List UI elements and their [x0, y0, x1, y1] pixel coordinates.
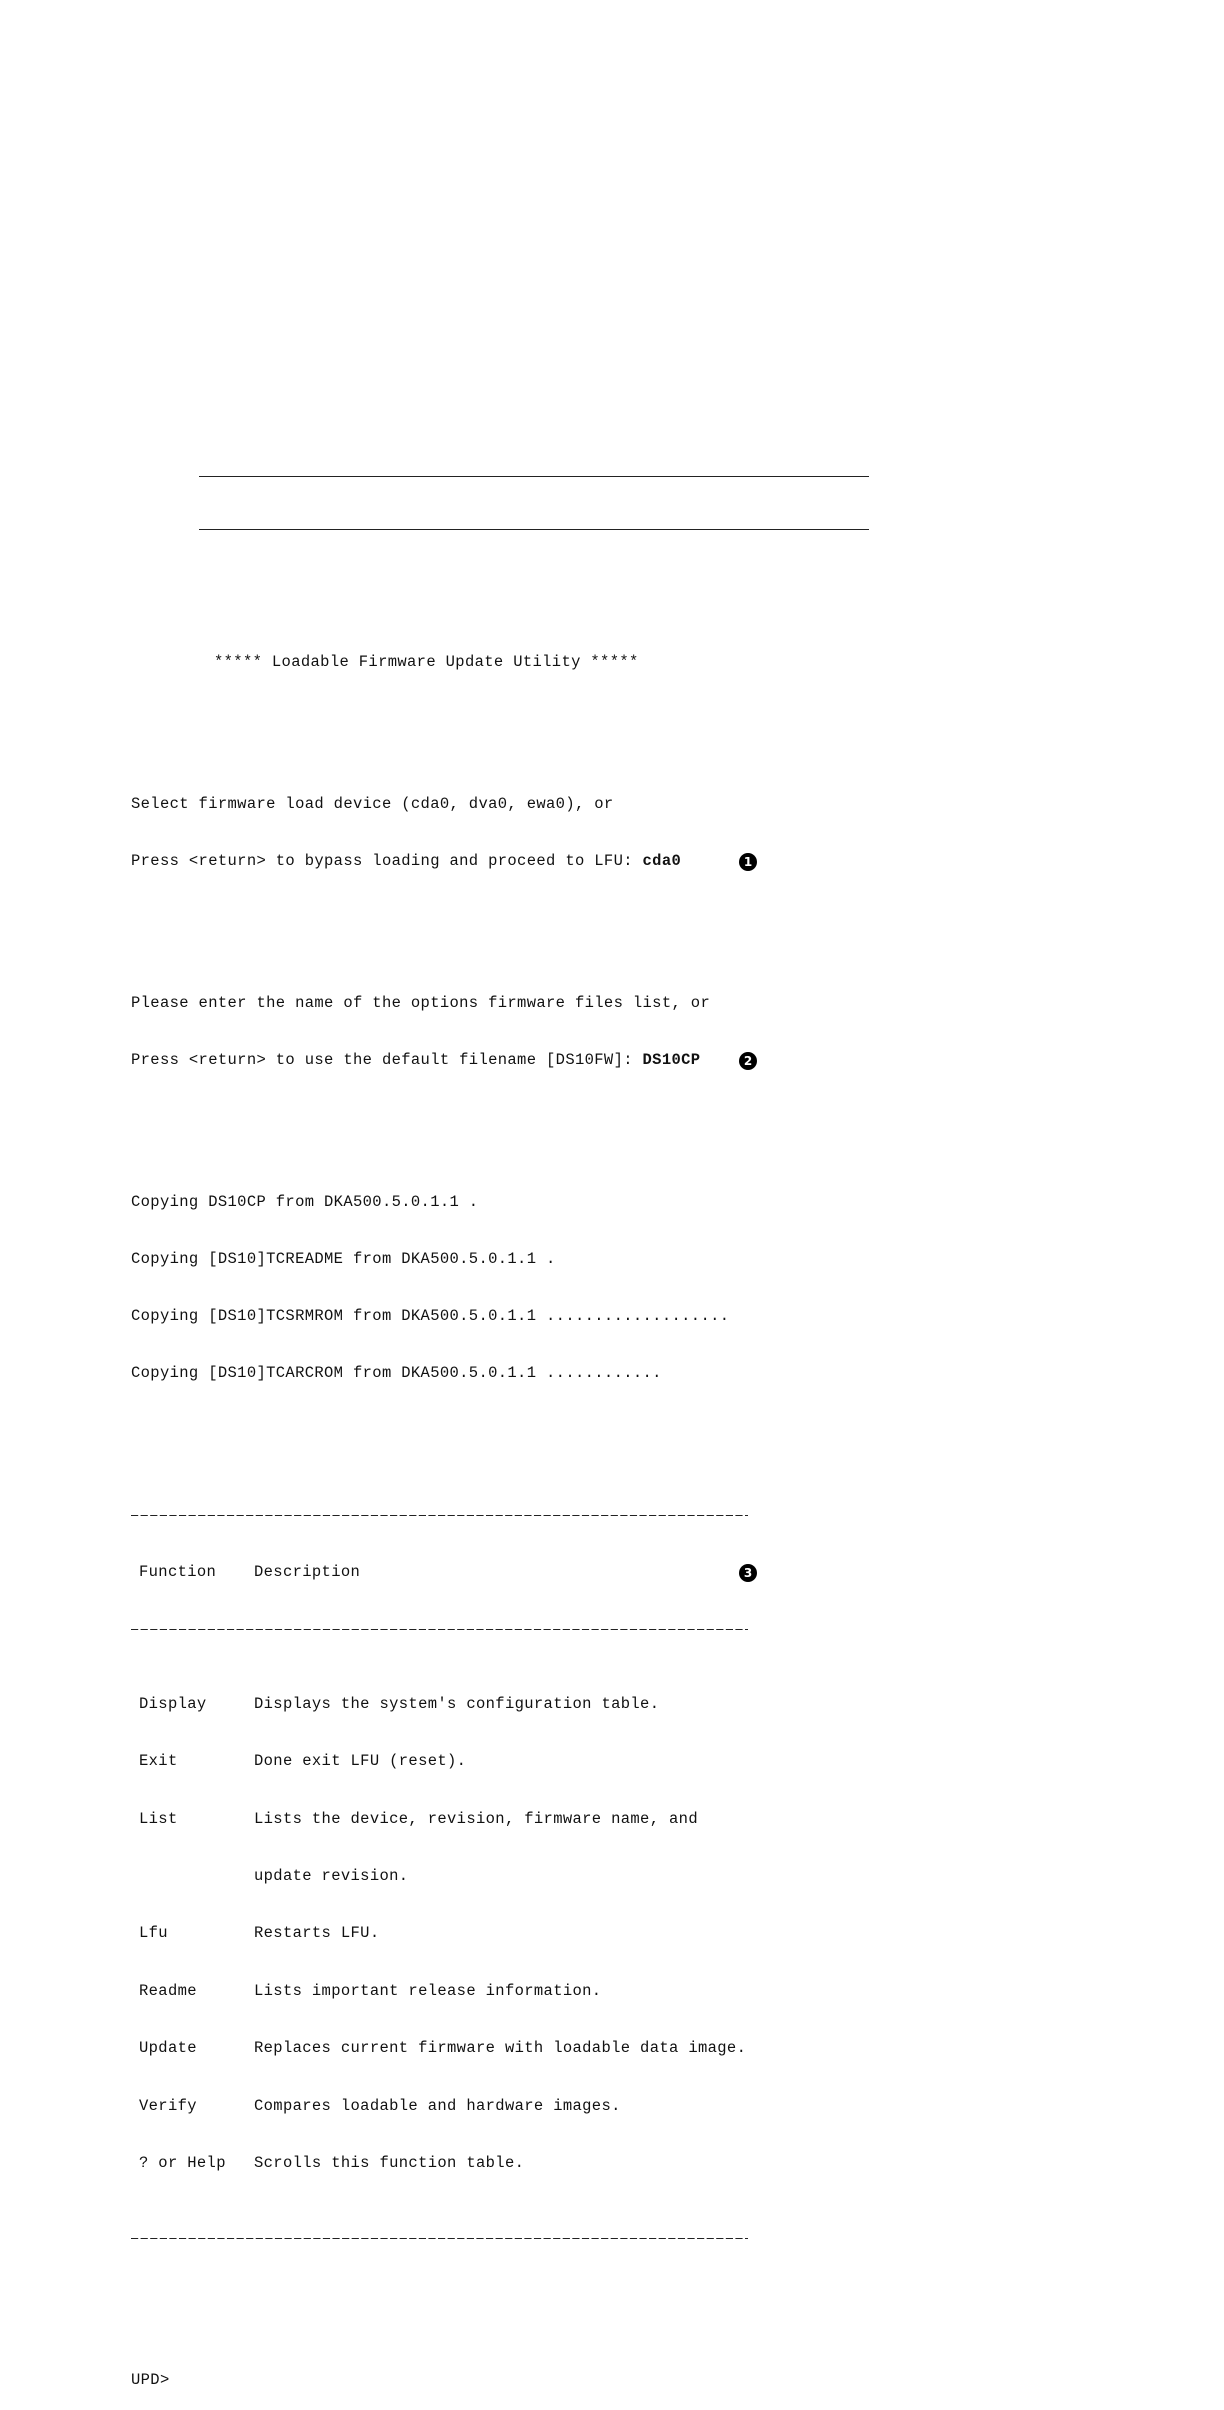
table-row	[131, 1751, 771, 1772]
function-description: update revision.	[254, 1867, 409, 1886]
command-prompt: UPD>	[131, 2371, 170, 2390]
callout-3-icon: 3	[739, 1564, 757, 1582]
filelist-prompt-line1: Please enter the name of the options firmware files list, or	[131, 993, 711, 1012]
utility-title: ***** Loadable Firmware Update Utility *****	[214, 653, 639, 671]
table-row	[131, 2153, 771, 2174]
function-name: List	[139, 1809, 178, 1828]
table-header	[131, 1562, 771, 1583]
table-row	[131, 2038, 771, 2059]
function-description: Lists the device, revision, firmware name, and	[254, 1809, 698, 1828]
filelist-input-value: DS10CP	[642, 1051, 701, 1069]
device-prompt-text: Press <return> to bypass loading and proceed to LFU:	[131, 852, 643, 870]
function-name: Update	[139, 2039, 197, 2058]
device-prompt-line2	[131, 851, 771, 873]
callout-2-icon: 2	[739, 1052, 757, 1070]
table-row	[131, 1866, 771, 1887]
header-function: Function	[139, 1562, 217, 1581]
device-prompt-line1: Select firmware load device (cda0, dva0, ewa0), or	[131, 794, 614, 813]
function-description: Replaces current firmware with loadable data image.	[254, 2039, 747, 2058]
table-row	[131, 1981, 771, 2002]
header-description: Description	[254, 1562, 361, 1581]
copying-line: Copying [DS10]TCARCROM from DKA500.5.0.1.1 ............	[131, 1363, 662, 1382]
function-description: Restarts LFU.	[254, 1924, 380, 1943]
function-name: Exit	[139, 1752, 178, 1771]
function-description: Compares loadable and hardware images.	[254, 2096, 621, 2115]
table-row	[131, 1694, 771, 1715]
device-input-value: cda0	[642, 852, 682, 870]
table-row	[131, 2096, 771, 2117]
function-name: Verify	[139, 2096, 197, 2115]
function-name: Lfu	[139, 1924, 168, 1943]
table-bottom-divider	[131, 2238, 748, 2239]
terminal-output	[131, 616, 771, 2410]
bottom-rule	[199, 529, 869, 530]
function-name: Display	[139, 1694, 207, 1713]
function-name: Readme	[139, 1981, 197, 2000]
copying-line: Copying DS10CP from DKA500.5.0.1.1 .	[131, 1192, 479, 1211]
table-header-divider	[131, 1629, 748, 1630]
top-rule	[199, 476, 869, 477]
copying-line: Copying [DS10]TCREADME from DKA500.5.0.1.1 .	[131, 1249, 556, 1268]
function-description: Lists important release information.	[254, 1981, 602, 2000]
table-row	[131, 1923, 771, 1944]
filelist-prompt-line2	[131, 1050, 771, 1072]
table-row	[131, 1809, 771, 1830]
function-description: Scrolls this function table.	[254, 2154, 525, 2173]
function-description: Done exit LFU (reset).	[254, 1752, 467, 1771]
function-description: Displays the system's configuration table.	[254, 1694, 660, 1713]
filelist-prompt-text: Press <return> to use the default filename [DS10FW]:	[131, 1051, 643, 1069]
function-name: ? or Help	[139, 2154, 226, 2173]
copying-line: Copying [DS10]TCSRMROM from DKA500.5.0.1.1 ...................	[131, 1306, 730, 1325]
callout-1-icon: 1	[739, 853, 757, 871]
table-top-divider	[131, 1515, 748, 1516]
